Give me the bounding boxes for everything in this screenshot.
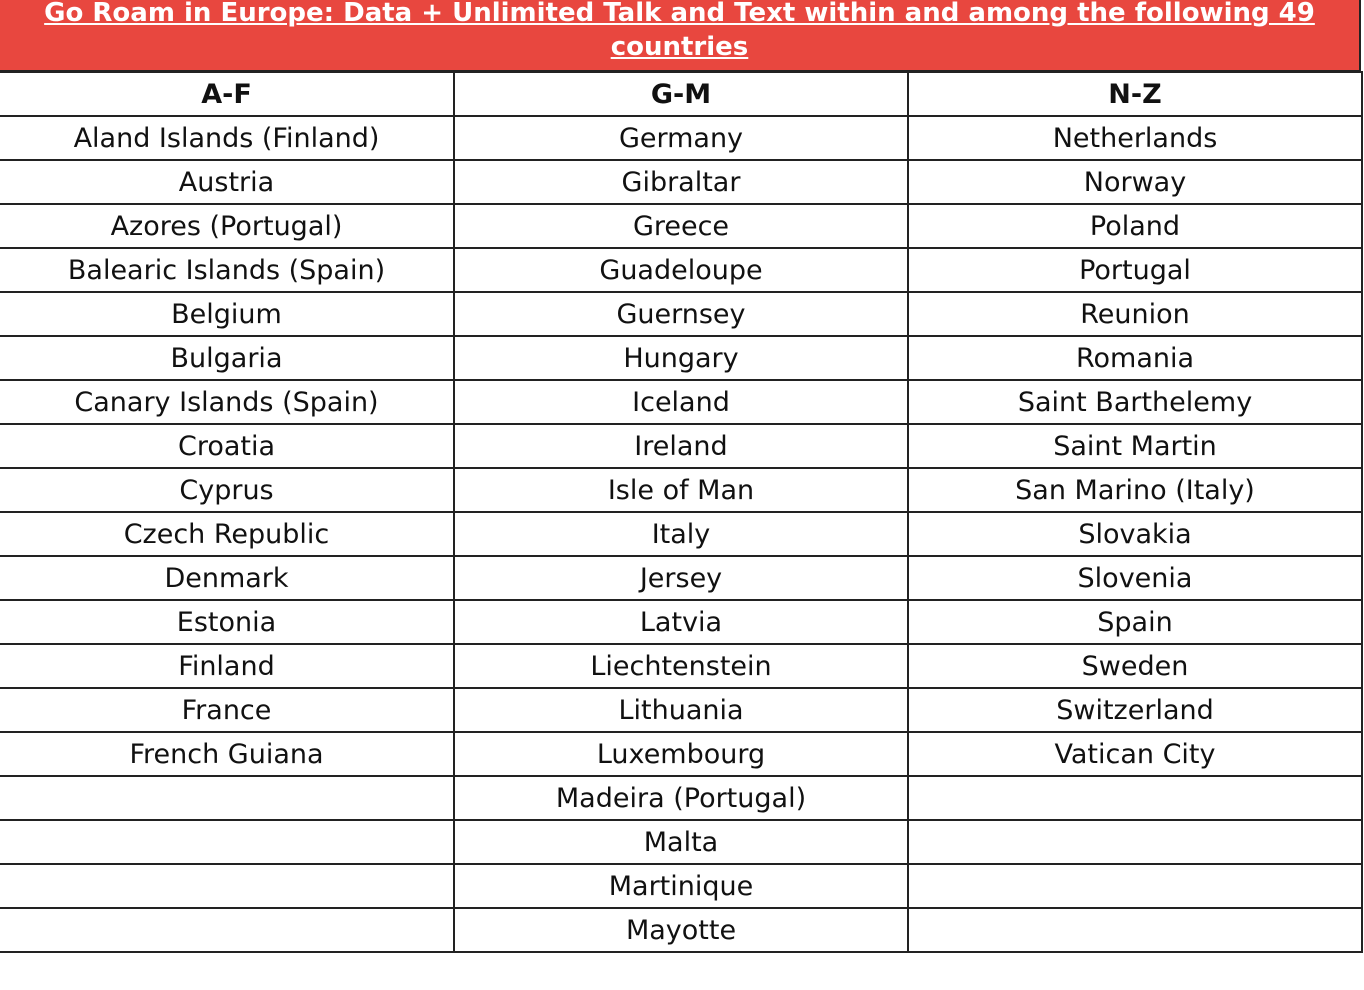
table-row bbox=[0, 292, 1362, 336]
country-cell-a-f: Czech Republic bbox=[0, 512, 454, 556]
country-cell-g-m: Mayotte bbox=[454, 908, 908, 952]
country-cell-g-m: Greece bbox=[454, 204, 908, 248]
table-row bbox=[0, 776, 1362, 820]
country-cell-a-f: Denmark bbox=[0, 556, 454, 600]
country-cell-n-z: Saint Barthelemy bbox=[908, 380, 1362, 424]
country-cell-a-f: Estonia bbox=[0, 600, 454, 644]
country-cell-g-m: Madeira (Portugal) bbox=[454, 776, 908, 820]
country-cell-a-f: Canary Islands (Spain) bbox=[0, 380, 454, 424]
country-cell-a-f bbox=[0, 864, 454, 908]
country-cell-n-z: Portugal bbox=[908, 248, 1362, 292]
country-cell-g-m: Jersey bbox=[454, 556, 908, 600]
country-cell-n-z bbox=[908, 820, 1362, 864]
table-row bbox=[0, 116, 1362, 160]
table-row bbox=[0, 688, 1362, 732]
country-cell-g-m: Lithuania bbox=[454, 688, 908, 732]
column-header-g-m: G-M bbox=[454, 72, 908, 116]
table-row bbox=[0, 336, 1362, 380]
page-title: Go Roam in Europe: Data + Unlimited Talk and Text within and among the following 49 countries bbox=[44, 0, 1315, 62]
country-cell-n-z bbox=[908, 864, 1362, 908]
table-row bbox=[0, 380, 1362, 424]
country-cell-n-z bbox=[908, 776, 1362, 820]
country-cell-n-z: Norway bbox=[908, 160, 1362, 204]
table-row bbox=[0, 556, 1362, 600]
header-row bbox=[0, 72, 1362, 116]
table-row bbox=[0, 864, 1362, 908]
country-cell-g-m: Ireland bbox=[454, 424, 908, 468]
country-cell-g-m: Liechtenstein bbox=[454, 644, 908, 688]
country-cell-n-z: Reunion bbox=[908, 292, 1362, 336]
country-cell-n-z: Spain bbox=[908, 600, 1362, 644]
table-row bbox=[0, 248, 1362, 292]
country-cell-a-f: Azores (Portugal) bbox=[0, 204, 454, 248]
column-header-n-z: N-Z bbox=[908, 72, 1362, 116]
country-cell-n-z bbox=[908, 908, 1362, 952]
table-row bbox=[0, 820, 1362, 864]
table-row bbox=[0, 204, 1362, 248]
country-cell-n-z: Saint Martin bbox=[908, 424, 1362, 468]
country-cell-a-f: France bbox=[0, 688, 454, 732]
table-row bbox=[0, 512, 1362, 556]
title-banner bbox=[0, 0, 1361, 72]
country-cell-g-m: Italy bbox=[454, 512, 908, 556]
country-cell-g-m: Luxembourg bbox=[454, 732, 908, 776]
country-cell-g-m: Gibraltar bbox=[454, 160, 908, 204]
table-row bbox=[0, 160, 1362, 204]
table-row bbox=[0, 468, 1362, 512]
country-cell-n-z: Switzerland bbox=[908, 688, 1362, 732]
country-cell-g-m: Germany bbox=[454, 116, 908, 160]
country-cell-a-f: Bulgaria bbox=[0, 336, 454, 380]
country-cell-a-f bbox=[0, 776, 454, 820]
country-cell-g-m: Guadeloupe bbox=[454, 248, 908, 292]
country-cell-a-f: Cyprus bbox=[0, 468, 454, 512]
country-cell-n-z: Netherlands bbox=[908, 116, 1362, 160]
country-cell-a-f: Croatia bbox=[0, 424, 454, 468]
column-header-a-f: A-F bbox=[0, 72, 454, 116]
country-cell-g-m: Latvia bbox=[454, 600, 908, 644]
country-cell-a-f: Belgium bbox=[0, 292, 454, 336]
table-body bbox=[0, 116, 1362, 952]
table-row bbox=[0, 424, 1362, 468]
country-cell-a-f bbox=[0, 820, 454, 864]
country-cell-n-z: Romania bbox=[908, 336, 1362, 380]
country-cell-n-z: Slovakia bbox=[908, 512, 1362, 556]
country-cell-a-f: French Guiana bbox=[0, 732, 454, 776]
country-cell-g-m: Guernsey bbox=[454, 292, 908, 336]
countries-table bbox=[0, 71, 1363, 953]
table-row bbox=[0, 644, 1362, 688]
country-cell-g-m: Malta bbox=[454, 820, 908, 864]
country-cell-g-m: Isle of Man bbox=[454, 468, 908, 512]
country-cell-n-z: San Marino (Italy) bbox=[908, 468, 1362, 512]
country-cell-g-m: Martinique bbox=[454, 864, 908, 908]
table-row bbox=[0, 600, 1362, 644]
table-row bbox=[0, 732, 1362, 776]
country-cell-a-f: Finland bbox=[0, 644, 454, 688]
country-cell-g-m: Hungary bbox=[454, 336, 908, 380]
country-cell-a-f: Aland Islands (Finland) bbox=[0, 116, 454, 160]
country-cell-a-f bbox=[0, 908, 454, 952]
country-cell-g-m: Iceland bbox=[454, 380, 908, 424]
country-cell-n-z: Poland bbox=[908, 204, 1362, 248]
country-cell-a-f: Balearic Islands (Spain) bbox=[0, 248, 454, 292]
country-cell-n-z: Vatican City bbox=[908, 732, 1362, 776]
country-cell-n-z: Slovenia bbox=[908, 556, 1362, 600]
table-row bbox=[0, 908, 1362, 952]
country-cell-a-f: Austria bbox=[0, 160, 454, 204]
country-cell-n-z: Sweden bbox=[908, 644, 1362, 688]
